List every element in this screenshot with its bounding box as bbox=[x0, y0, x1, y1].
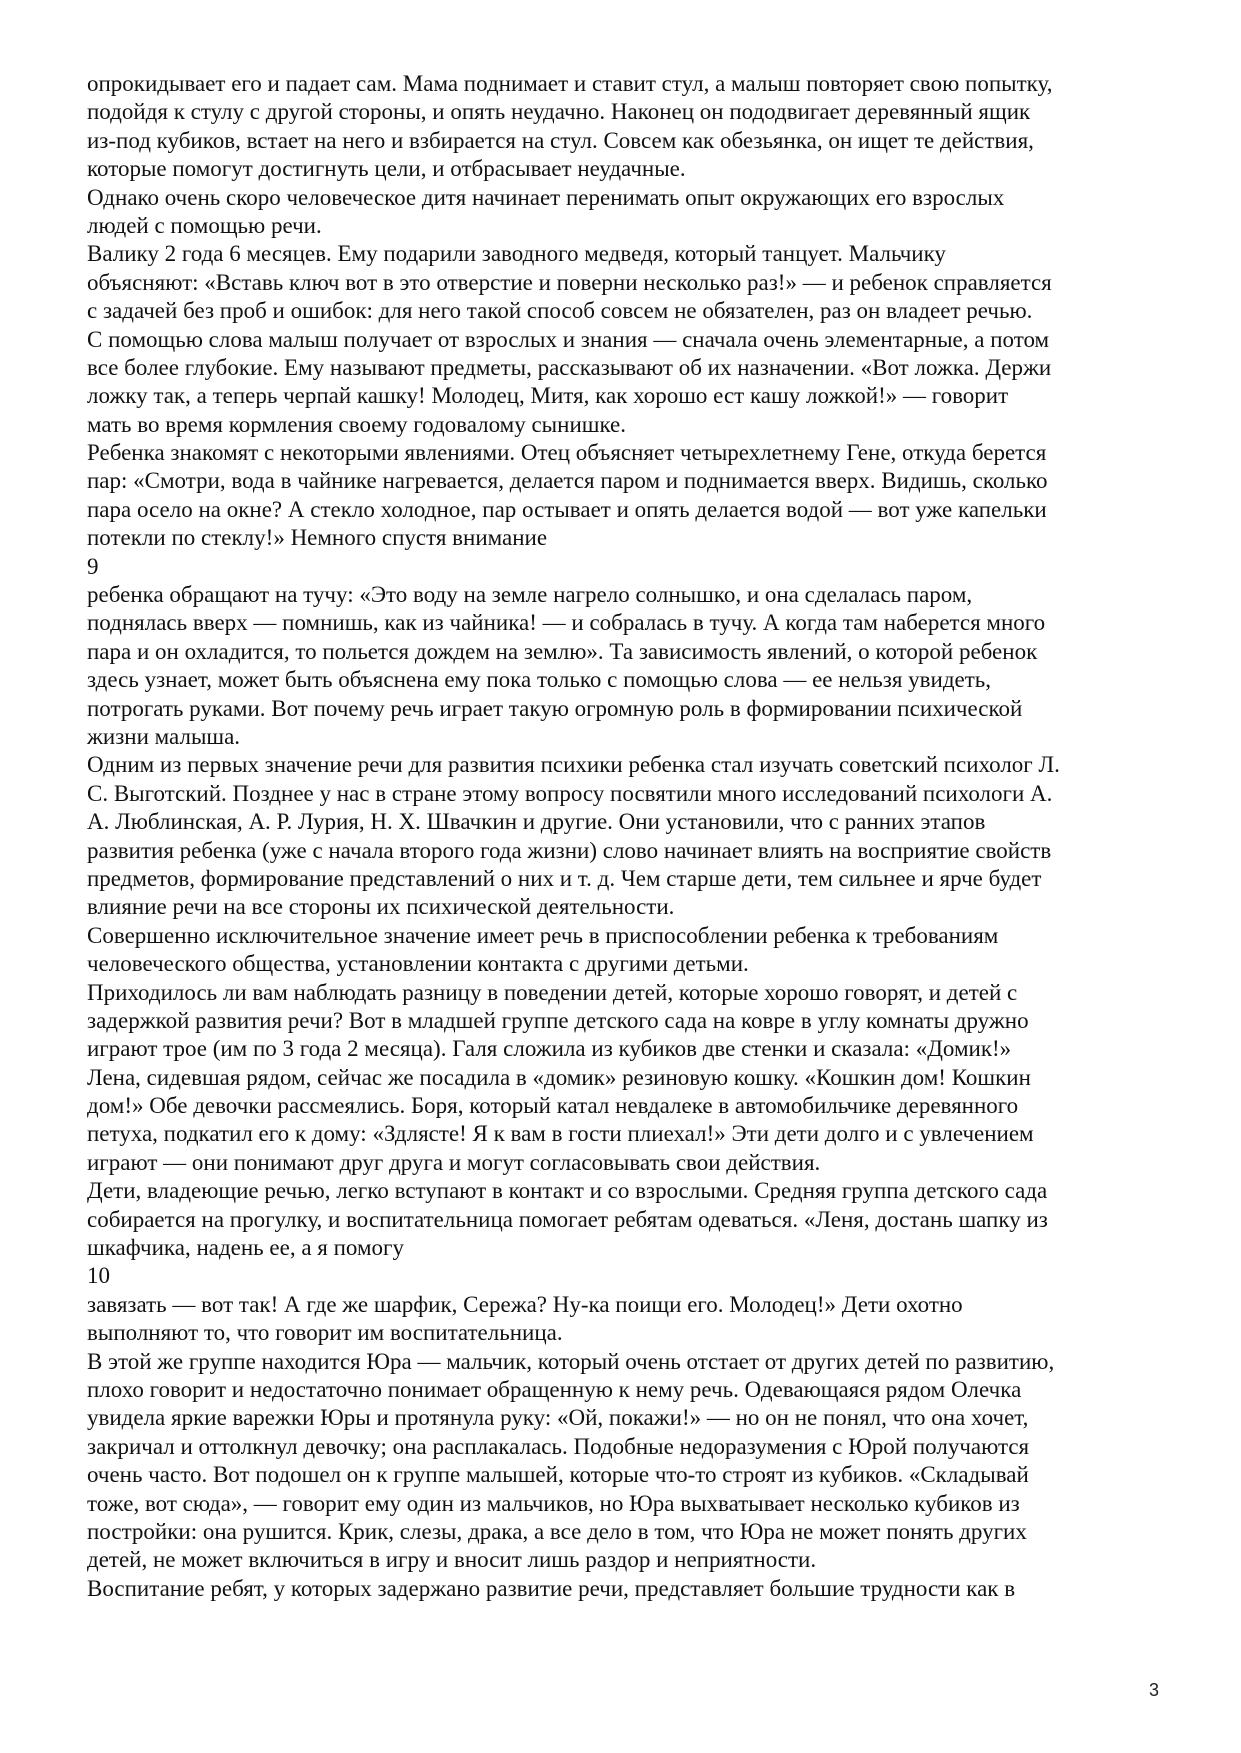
text-line: дом!» Обе девочки рассмеялись. Боря, который катал невдалеке в автомобильчике деревянного bbox=[87, 1093, 1019, 1119]
text-line: из-под кубиков, встает на него и взбирается на стул. Совсем как обезьянка, он ищет те действия, bbox=[87, 127, 1034, 153]
text-line: С. Выготский. Позднее у нас в стране этому вопросу посвятили много исследований психологи А. bbox=[87, 780, 1053, 806]
text-line: объясняют: «Вставь ключ вот в это отверстие и поверни несколько раз!» — и ребенок справляется bbox=[87, 269, 1052, 295]
text-line: плохо говорит и недостаточно понимает обращенную к нему речь. Одевающаяся рядом Олечка bbox=[87, 1376, 1022, 1402]
text-line: мать во время кормления своему годовалому сынишке. bbox=[87, 411, 627, 437]
text-line: собирается на прогулку, и воспитательница помогает ребятам одеваться. «Леня, достань шапку из bbox=[87, 1206, 1048, 1232]
text-line: закричал и оттолкнул девочку; она расплакалась. Подобные недоразумения с Юрой получаются bbox=[87, 1433, 1030, 1459]
text-line: С помощью слова малыш получает от взрослых и знания — сначала очень элементарные, а потом bbox=[87, 326, 1050, 352]
text-line: которые помогут достигнуть цели, и отбрасывает неудачные. bbox=[87, 156, 686, 182]
text-line: людей с помощью речи. bbox=[87, 212, 322, 238]
text-line: Лена, сидевшая рядом, сейчас же посадила в «домик» резиновую кошку. «Кошкин дом! Кошкин bbox=[87, 1064, 1031, 1090]
text-line: поднялась вверх — помнишь, как из чайника! — и собралась в тучу. А когда там наберется много bbox=[87, 610, 1046, 636]
text-line: выполняют то, что говорит им воспитательница. bbox=[87, 1320, 563, 1346]
text-line: очень часто. Вот подошел он к группе малышей, которые что-то строят из кубиков. «Складывай bbox=[87, 1462, 1029, 1488]
text-line: влияние речи на все стороны их психической деятельности. bbox=[87, 894, 675, 920]
page-number: 3 bbox=[1149, 1680, 1160, 1700]
text-line: человеческого общества, установлении контакта с другими детьми. bbox=[87, 951, 749, 977]
text-line: предметов, формирование представлений о них и т. д. Чем старше дети, тем сильнее и ярче будет bbox=[87, 865, 1042, 891]
text-line: Приходилось ли вам наблюдать разницу в поведении детей, которые хорошо говорят, и детей с bbox=[87, 979, 1018, 1005]
text-line: ребенка обращают на тучу: «Это воду на земле нагрело солнышко, и она сделалась паром, bbox=[87, 582, 973, 608]
text-line: В этой же группе находится Юра — мальчик, который очень отстает от других детей по развитию, bbox=[87, 1348, 1055, 1374]
text-line: Воспитание ребят, у которых задержано развитие речи, представляет большие трудности как в bbox=[87, 1575, 1016, 1601]
text-line: Однако очень скоро человеческое дитя начинает перенимать опыт окружающих его взрослых bbox=[87, 184, 1005, 210]
text-line: жизни малыша. bbox=[87, 723, 241, 749]
text-line: задержкой развития речи? Вот в младшей группе детского сада на ковре в углу комнаты дружно bbox=[87, 1007, 1029, 1033]
text-line: Ребенка знакомят с некоторыми явлениями. Отец объясняет четырехлетнему Гене, откуда берется bbox=[87, 440, 1047, 466]
text-line: Одним из первых значение речи для развития психики ребенка стал изучать советский психолог Л. bbox=[87, 752, 1060, 778]
text-line: играют — они понимают друг друга и могут согласовывать свои действия. bbox=[87, 1149, 821, 1175]
text-line: пара и он охладится, то польется дождем на землю». Та зависимость явлений, о которой ребенок bbox=[87, 638, 1038, 664]
text-line: Дети, владеющие речью, легко вступают в контакт и со взрослыми. Средняя группа детского сада bbox=[87, 1178, 1048, 1204]
body-text bbox=[87, 70, 1162, 1603]
text-line: тоже, вот сюда», — говорит ему один из мальчиков, но Юра выхватывает несколько кубиков из bbox=[87, 1490, 1020, 1516]
text-line: подойдя к стулу с другой стороны, и опять неудачно. Наконец он пододвигает деревянный ящик bbox=[87, 99, 1031, 125]
source-page-marker: 9 bbox=[87, 553, 99, 579]
text-line: Совершенно исключительное значение имеет речь в приспособлении ребенка к требованиям bbox=[87, 922, 999, 948]
text-line: шкафчика, надень ее, а я помогу bbox=[87, 1235, 404, 1261]
text-line: завязать — вот так! А где же шарфик, Сережа? Ну-ка поищи его. Молодец!» Дети охотно bbox=[87, 1291, 963, 1317]
text-line: опрокидывает его и падает сам. Мама поднимает и ставит стул, а малыш повторяет свою попытку, bbox=[87, 71, 1053, 96]
text-line: А. Люблинская, А. Р. Лурия, Н. X. Швачкин и другие. Они установили, что с ранних этапов bbox=[87, 809, 986, 835]
text-line: здесь узнает, может быть объяснена ему пока только с помощью слова — ее нельзя увидеть, bbox=[87, 667, 992, 693]
text-line: детей, не может включиться в игру и вносит лишь раздор и неприятности. bbox=[87, 1547, 817, 1573]
text-line: с задачей без проб и ошибок: для него такой способ совсем не обязателен, раз он владеет речью. bbox=[87, 298, 1033, 324]
text-line: ложку так, а теперь черпай кашку! Молодец, Митя, как хорошо ест кашу ложкой!» — говорит bbox=[87, 383, 1009, 409]
text-line: увидела яркие варежки Юры и протянула руку: «Ой, покажи!» — но он не понял, что она хочет, bbox=[87, 1405, 1029, 1431]
text-line: потрогать руками. Вот почему речь играет такую огромную роль в формировании психической bbox=[87, 695, 1023, 721]
text-line: постройки: она рушится. Крик, слезы, драка, а все дело в том, что Юра не может понять других bbox=[87, 1518, 1027, 1544]
text-line: потекли по стеклу!» Немного спустя внимание bbox=[87, 525, 548, 551]
text-line: пар: «Смотри, вода в чайнике нагревается, делается паром и поднимается вверх. Видишь, сколько bbox=[87, 468, 1048, 494]
source-page-marker: 10 bbox=[87, 1263, 110, 1289]
text-line: играют трое (им по 3 года 2 месяца). Галя сложила из кубиков две стенки и сказала: «Домик!» bbox=[87, 1036, 1012, 1062]
text-line: Валику 2 года 6 месяцев. Ему подарили заводного медведя, который танцует. Мальчику bbox=[87, 241, 946, 267]
text-line: пара осело на окне? А стекло холодное, пар остывает и опять делается водой — вот уже капельки bbox=[87, 496, 1047, 522]
text-line: развития ребенка (уже с начала второго года жизни) слово начинает влиять на восприятие свойств bbox=[87, 837, 1052, 863]
text-line: все более глубокие. Ему называют предметы, рассказывают об их назначении. «Вот ложка. Держи bbox=[87, 354, 1052, 380]
text-line: петуха, подкатил его к дому: «Здлясте! Я к вам в гости плиехал!» Эти дети долго и с увлечением bbox=[87, 1121, 1034, 1147]
